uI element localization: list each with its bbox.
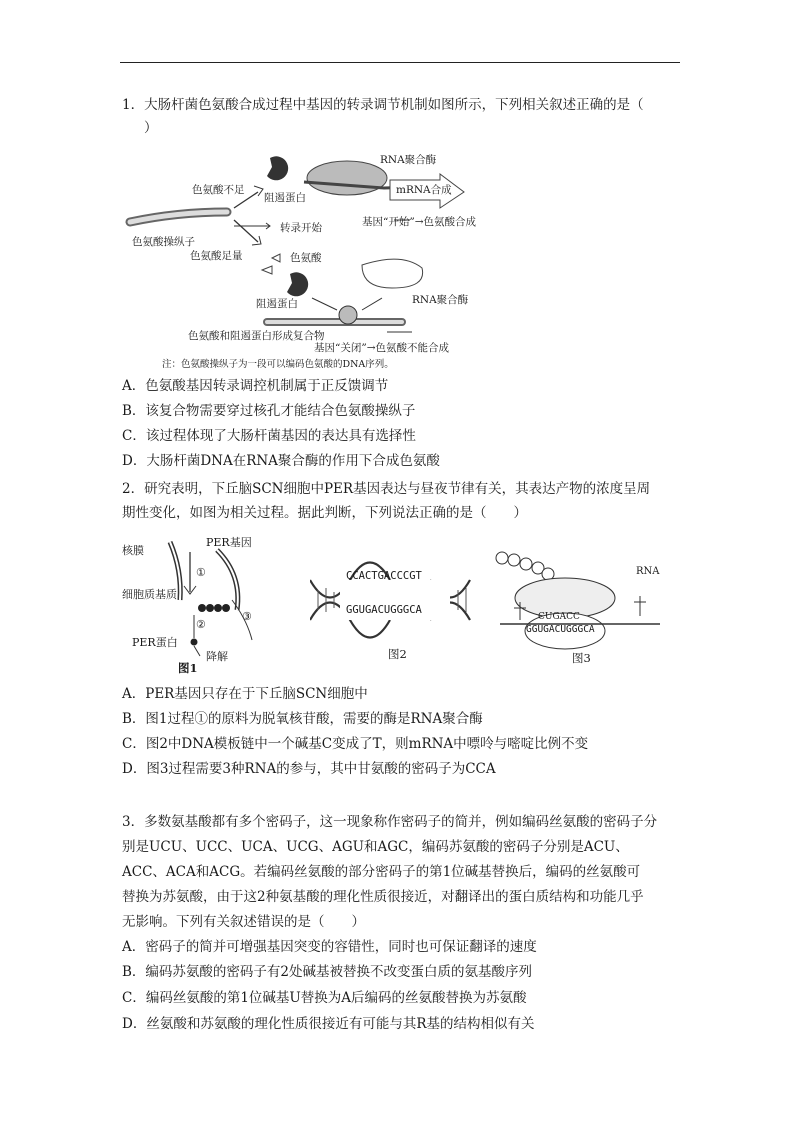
q3-line-1: 3．多数氨基酸都有多个密码子，这一现象称作密码子的简并，例如编码丝氨酸的密码子分 — [122, 814, 658, 830]
fig2-top-seq: CCACTGACCCGT — [346, 570, 422, 582]
q2-option-c: C．图2中DNA模板链中一个碱基C变成了T，则mRNA中嘌呤与嘧啶比例不变 — [122, 736, 589, 752]
fig1-mrna: mRNA合成 — [396, 184, 452, 196]
fig1-operator: 色氨酸操纵子 — [132, 236, 195, 248]
fig2-caption: 图2 — [388, 647, 407, 661]
fig3-caption: 图3 — [572, 651, 591, 665]
fig1-repressor-bottom: 阻遏蛋白 — [256, 298, 298, 310]
q2-figure-1 — [122, 530, 292, 675]
q3-line-3: ACC、ACA和ACG。若编码丝氨酸的部分密码子的第1位碱基替换后，编码的丝氨酸可 — [122, 864, 641, 880]
rna-polymerase-bottom — [362, 259, 423, 288]
fig3-rna: RNA — [636, 566, 660, 577]
fig1-rna-pol-top: RNA聚合酶 — [380, 154, 437, 166]
fig3-codon: CUGACC — [538, 612, 580, 622]
fig1-per-protein: PER蛋白 — [132, 636, 178, 649]
fig1-gene-off: 基因“关闭”→色氨酸不能合成 — [314, 342, 450, 354]
fig1-caption: 图1 — [178, 661, 198, 675]
q3-option-a: A．密码子的简并可增强基因突变的容错性，同时也可保证翻译的速度 — [122, 939, 537, 955]
q1-option-c: C．该过程体现了大肠杆菌基因的表达具有选择性 — [122, 428, 416, 444]
q3-option-b: B．编码苏氨酸的密码子有2处碱基被替换不改变蛋白质的氨基酸序列 — [122, 964, 533, 980]
q2-option-d: D．图3过程需要3种RNA的参与，其中甘氨酸的密码子为CCA — [122, 761, 496, 777]
fig1-circle2: ② — [196, 618, 206, 631]
fig1-complex: 色氨酸和阻遏蛋白形成复合物 — [188, 330, 325, 342]
q1-stem-line1: 1．大肠杆菌色氨酸合成过程中基因的转录调节机制如图所示，下列相关叙述正确的是（ — [122, 97, 644, 113]
repressor-shape — [267, 156, 288, 180]
q3-option-c: C．编码丝氨酸的第1位碱基U替换为A后编码的丝氨酸替换为苏氨酸 — [122, 990, 527, 1006]
header-rule — [120, 62, 680, 63]
fig1-gene-on: 基因“开始”→色氨酸合成 — [362, 216, 477, 228]
q1-option-d: D．大肠杆菌DNA在RNA聚合酶的作用下合成色氨酸 — [122, 453, 440, 469]
fig1-degrade: 降解 — [206, 650, 228, 663]
fig2-bottom-seq: GGUGACUGGGCA — [346, 604, 422, 616]
q3-line-2: 别是UCU、UCC、UCA、UCG、AGU和AGC，编码苏氨酸的密码子分别是ACU、 — [122, 839, 629, 855]
fig3-mrna-seq: GGUGACUGGGCA — [526, 624, 595, 635]
fig1-rna-pol-bottom: RNA聚合酶 — [412, 294, 469, 306]
fig1-per-gene: PER基因 — [206, 536, 252, 549]
q2-option-a: A．PER基因只存在于下丘脑SCN细胞中 — [122, 686, 368, 702]
fig1-nuclear-membrane: 核膜 — [122, 544, 144, 557]
q1-option-b: B．该复合物需要穿过核孔才能结合色氨酸操纵子 — [122, 403, 416, 419]
q1-option-a: A．色氨酸基因转录调控机制属于正反馈调节 — [122, 378, 389, 394]
q2-stem-line2: 期性变化，如图为相关过程。据此判断，下列说法正确的是（ ） — [122, 505, 527, 521]
q3-option-d: D．丝氨酸和苏氨酸的理化性质很接近有可能与其R基的结构相似有关 — [122, 1016, 535, 1032]
q1-figure — [122, 150, 542, 372]
q1-stem-line2: ） — [144, 120, 158, 136]
fig1-trp: 色氨酸 — [290, 252, 322, 264]
q2-option-b: B．图1过程①的原料为脱氧核苷酸，需要的酶是RNA聚合酶 — [122, 711, 483, 727]
q2-stem-line1: 2．研究表明，下丘脑SCN细胞中PER基因表达与昼夜节律有关，其表达产物的浓度呈周 — [122, 481, 651, 497]
rna-polymerase-shape — [307, 161, 387, 195]
fig1-tx-start: 转录开始 — [280, 222, 322, 234]
fig1-repressor-top: 阻遏蛋白 — [264, 192, 306, 204]
fig1-note: 注：色氨酸操纵子为一段可以编码色氨酸的DNA序列。 — [162, 359, 394, 370]
fig1-trp-low: 色氨酸不足 — [192, 184, 245, 196]
fig1-trp-high: 色氨酸足量 — [190, 250, 243, 262]
fig1-circle3: ③ — [242, 610, 252, 623]
q3-line-4: 替换为苏氨酸，由于这2种氨基酸的理化性质很接近，对翻译出的蛋白质结构和功能几乎 — [122, 889, 644, 905]
fig1-circle1: ① — [196, 566, 206, 579]
q2-figure-2 — [310, 560, 480, 670]
fig1-cytoplasm: 细胞质基质 — [122, 588, 177, 601]
q3-line-5: 无影响。下列有关叙述错误的是（ ） — [122, 914, 365, 930]
q2-figure-3 — [490, 546, 670, 670]
